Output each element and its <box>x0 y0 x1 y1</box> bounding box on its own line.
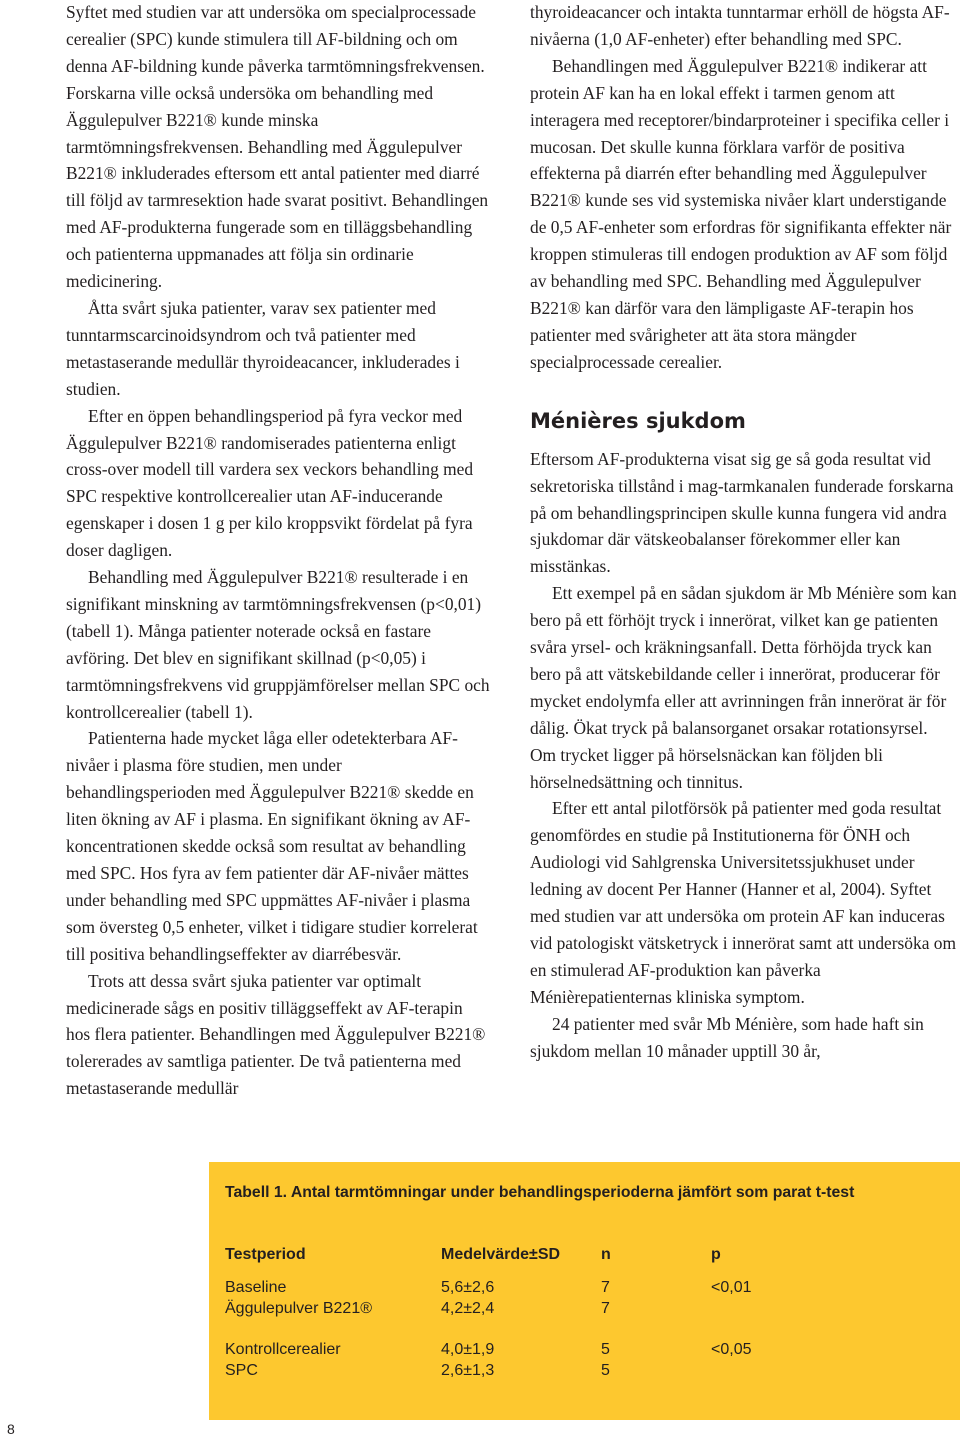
cell-testperiod: SPC <box>225 1362 258 1379</box>
right-text-column <box>530 0 958 1065</box>
cell-medelvarde: 4,2±2,4 <box>441 1300 495 1317</box>
cell-n: 7 <box>601 1300 610 1317</box>
right-paragraph-1: thyroideacancer och intakta tunntarmar erhöll de högsta AF-nivåerna (1,0 AF-enheter) efter behandling med SPC. <box>530 2 950 49</box>
cell-medelvarde: 4,0±1,9 <box>441 1341 495 1358</box>
cell-testperiod: Baseline <box>225 1279 287 1296</box>
left-paragraph-1: Syftet med studien var att undersöka om specialprocessade cerealier (SPC) kunde stimulera till AF-bildning och om denna AF-bildning kunde påverka tarmtömningsfrekvensen. Forskarna ville också undersöka om behandling med Äggulepulver B221® kunde minska tarmtömningsfrekvensen. Behandling med Äggulepulver B221® inkluderades eftersom ett antal patienter med diarré till följd av tarmresektion hade svarat positivt. Behandlingen med AF-produkterna fungerade som en tilläggsbehandling och patienterna uppmanades att följa sin ordinarie medicinering. <box>66 2 489 292</box>
cell-medelvarde: 5,6±2,6 <box>441 1279 495 1296</box>
left-text-column <box>66 0 490 1102</box>
header-n: n <box>601 1246 611 1263</box>
cell-n: 5 <box>601 1362 610 1379</box>
header-testperiod: Testperiod <box>225 1246 306 1263</box>
page-number: 8 <box>7 1421 15 1437</box>
cell-p: <0,05 <box>711 1341 752 1358</box>
right-paragraph-5: Efter ett antal pilotförsök på patienter med goda resultat genomfördes en studie på Institutionerna för ÖNH och Audiologi vid Sahlgrenska Universitetssjukhuset under ledning av docent Per Hanner (Hanner et al, 2004). Syftet med studien var att undersöka om protein AF kan induceras vid patologiskt vätsketryck i innerörat samt att undersöka om en stimulerad AF-produktion kan påverka Ménièrepatienternas kliniska symptom. <box>530 798 956 1007</box>
cell-n: 7 <box>601 1279 610 1296</box>
cell-testperiod: Äggulepulver B221® <box>225 1300 372 1317</box>
cell-testperiod: Kontrollcerealier <box>225 1341 341 1358</box>
header-medelvarde: Medelvärde±SD <box>441 1246 561 1263</box>
cell-medelvarde: 2,6±1,3 <box>441 1362 495 1379</box>
left-paragraph-5: Patienterna hade mycket låga eller odetekterbara AF-nivåer i plasma före studien, men under behandlingsperioden med Äggulepulver B221® skedde en liten ökning av AF i plasma. En signifikant ökning av AF-koncentrationen skedde också som resultat av behandling med SPC. Hos fyra av fem patienter där AF-nivåer mättes under behandling med SPC uppmättes AF-nivåer i plasma som översteg 0,5 enheter, vilket i tidigare studier korrelerat till positiva behandlingseffekter av diarrébesvär. <box>66 728 478 964</box>
left-paragraph-6: Trots att dessa svårt sjuka patienter var optimalt medicinerade sågs en positiv tilläggseffekt av AF-terapin hos flera patienter. Behandlingen med Äggulepulver B221® tolererades av samtliga patienter. De två patienterna med metastaserande medullär <box>66 970 486 1099</box>
table-caption: Tabell 1. Antal tarmtömningar under behandlingsperioderna jämfört som parat t-test <box>225 1184 855 1201</box>
section-heading: Ménières sjukdom <box>530 408 746 433</box>
left-paragraph-3: Efter en öppen behandlingsperiod på fyra veckor med Äggulepulver B221® randomiserades patienterna enligt cross-over modell till vardera sex veckors behandling med SPC respektive kontrollcerealier utan AF-inducerande egenskaper i dosen 1 g per kilo kroppsvikt fördelat på fyra doser dagligen. <box>66 405 474 561</box>
right-paragraph-6: 24 patienter med svår Mb Ménière, som hade haft sin sjukdom mellan 10 månader upptill 30 år, <box>530 1013 924 1061</box>
right-paragraph-3: Eftersom AF-produkterna visat sig ge så goda resultat vid sekretoriska tillstånd i mag-tarmkanalen funderade forskarna på om behandlingsprincipen skulle kunna fungera vid andra sjukdomar där vätskeobalanser förekommer eller kan misstänkas. <box>530 448 954 577</box>
header-p: p <box>711 1246 721 1263</box>
cell-p: <0,01 <box>711 1279 752 1296</box>
left-paragraph-2: Åtta svårt sjuka patienter, varav sex patienter med tunntarmscarcinoidsyndrom och två patienter med metastaserande medullär thyroideacancer, inkluderades i studien. <box>66 297 460 399</box>
left-paragraph-4: Behandling med Äggulepulver B221® resulterade i en signifikant minskning av tarmtömningsfrekvensen (p<0,01) (tabell 1). Många patienter noterade också en fastare avföring. Det blev en signifikant skillnad (p<0,05) i tarmtömningsfrekvens vid gruppjämförelser mellan SPC och kontrollcerealier (tabell 1). <box>66 567 490 722</box>
table-box <box>209 1162 960 1420</box>
right-paragraph-4: Ett exempel på en sådan sjukdom är Mb Ménière som kan bero på ett förhöjt tryck i innerörat, vilket kan ge patienten svåra yrsel- och kräkningsanfall. Detta förhöjda tryck kan bero på att vätskebildande celler i innerörat, producerar för mycket endolymfa eller att avrinningen från innerörat är för dålig. Ökat tryck på balansorganet orsakar rotationsyrsel. Om trycket ligger på hörselsnäckan kan följden bli hörselnedsättning och tinnitus. <box>530 583 957 792</box>
cell-n: 5 <box>601 1341 610 1358</box>
right-paragraph-2: Behandlingen med Äggulepulver B221® indikerar att protein AF kan ha en lokal effekt i tarmen genom att interagera med receptorer/bindarproteiner i specifika celler i mucosan. Det skulle kunna förklara varför de positiva effekterna på diarrén efter behandling med Äggulepulver B221® kunde ses vid systemiska nivåer klart understigande de 0,5 AF-enheter som erfordras för signifikanta effekter när kroppen stimuleras till endogen produktion av AF som följd av behandling med SPC. Behandling med Äggulepulver B221® kan därför vara den lämpligaste AF-terapin hos patienter med svårigheter att äta stora mängder specialprocessade cerealier. <box>530 55 952 372</box>
